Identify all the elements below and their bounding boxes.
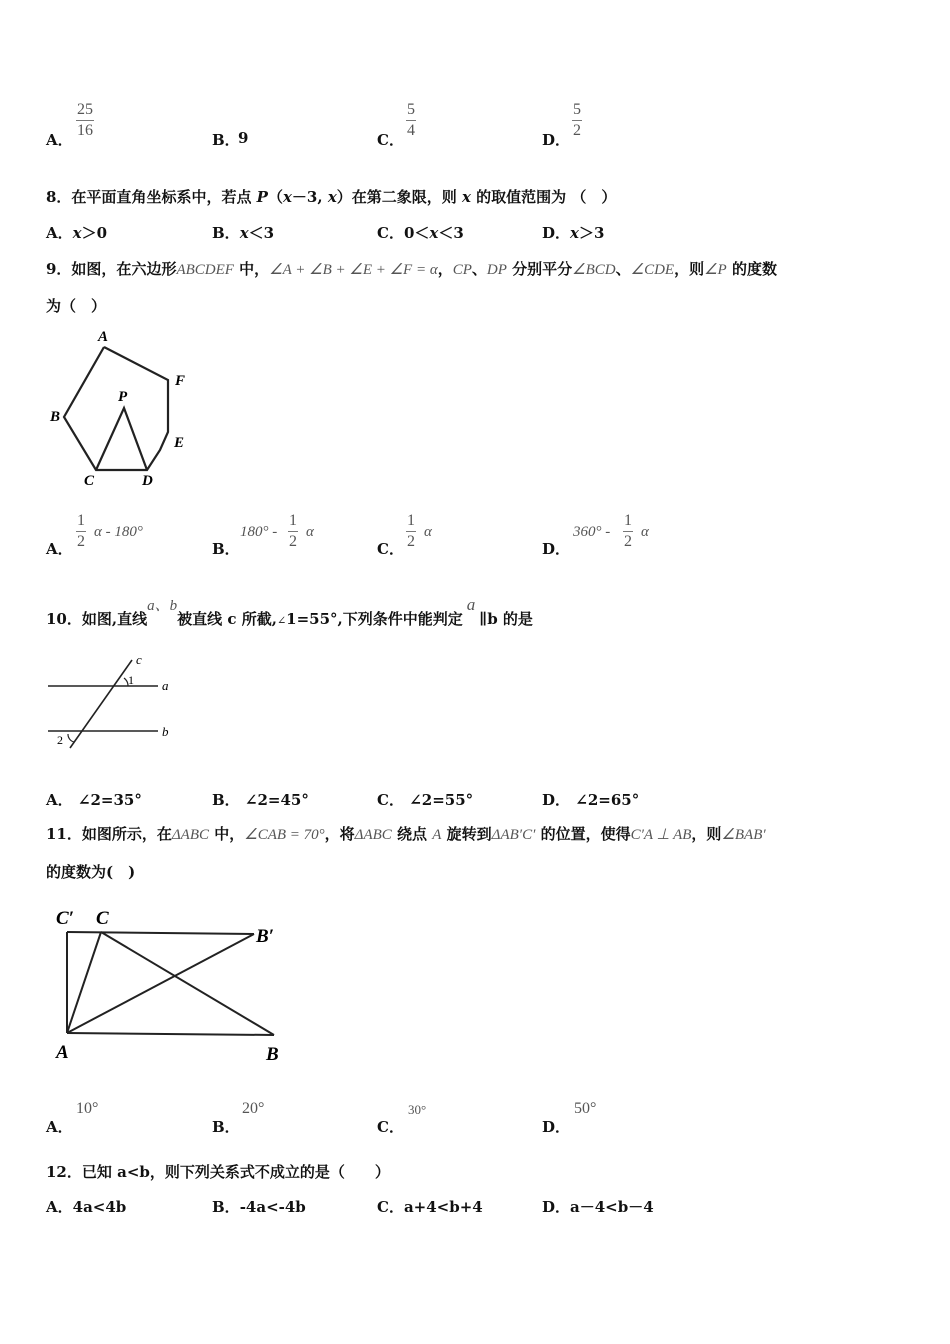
q10-label-a: a — [162, 678, 169, 693]
q11-label-c1: C′ — [56, 908, 75, 929]
q12-option-b-label: B． — [212, 1198, 240, 1216]
q8-option-a-var: x — [72, 224, 82, 242]
q8-option-c-rest: ＜3 — [438, 224, 464, 242]
q9-label-b: B — [50, 409, 61, 425]
q10-text-3: 1=55°,下列条件中能判定 — [286, 610, 463, 628]
q7-option-d-numerator: 5 — [573, 101, 581, 118]
q11-text-5: 旋转到 — [441, 825, 492, 843]
q10-option-d[interactable] — [542, 789, 639, 810]
q7-option-a-fraction — [76, 101, 94, 140]
q11-text-1: 11．如图所示，在 — [46, 825, 172, 843]
q8-stem-point: P — [256, 188, 268, 206]
q8-option-b[interactable] — [212, 222, 274, 243]
q9-bisector-lines — [96, 408, 147, 470]
q9-label-a: A — [98, 329, 109, 345]
q11-perpendicular: C′A ⊥ AB — [630, 827, 692, 843]
q8-option-c-label: C． — [377, 224, 404, 242]
q11-option-c-value: 30° — [408, 1102, 427, 1117]
q8-option-c-var: x — [429, 224, 439, 242]
q11-text-4: 绕点 — [391, 825, 433, 843]
q9-label-d: D — [142, 473, 153, 489]
q9-option-c-denominator: 2 — [407, 533, 415, 550]
q12-option-a-text: 4a<4b — [72, 1198, 127, 1216]
q11-label-a: A — [56, 1042, 69, 1063]
q8-stem-text-2: （ — [267, 188, 283, 206]
q11-triangle-abc: ΔABC — [171, 827, 210, 843]
q11-text-6: 的位置，使得 — [535, 825, 631, 843]
q8-option-d-var: x — [570, 224, 579, 242]
q9-option-b-pre: 180° - — [240, 524, 278, 540]
q7-option-a-label[interactable]: A． — [46, 131, 73, 149]
q9-option-b-fraction — [288, 512, 298, 551]
q10-stem — [46, 595, 533, 629]
q11-option-d-value: 50° — [574, 1100, 597, 1117]
q8-option-a[interactable] — [46, 222, 107, 243]
q12-option-d-text: a－4<b－4 — [570, 1198, 654, 1216]
q11-option-d-label[interactable]: D． — [542, 1118, 571, 1136]
q9-angle-bcd: ∠BCD — [572, 262, 616, 278]
q9-text-4: 、 — [471, 260, 487, 278]
q10-text-1: 10．如图,直线 — [46, 610, 148, 628]
q9-option-b-denominator: 2 — [289, 533, 297, 550]
q9-text-3: ， — [437, 260, 453, 278]
q8-stem-text-1: 8．在平面直角坐标系中，若点 — [46, 188, 257, 206]
q11-option-c-label[interactable]: C． — [377, 1118, 404, 1136]
q10-parallel-lines-figure — [40, 650, 180, 750]
q10-option-d-label: D． — [542, 791, 571, 809]
q9-option-d-denominator: 2 — [624, 533, 632, 550]
q10-line-a: a — [466, 595, 476, 614]
q9-option-b-numerator: 1 — [289, 512, 297, 529]
q9-stem-line-1 — [46, 258, 777, 279]
q9-option-d-numerator: 1 — [624, 512, 632, 529]
q10-option-b-label: B． — [212, 791, 240, 809]
q10-option-a-label: A． — [46, 791, 73, 809]
q8-option-b-var: x — [239, 224, 249, 242]
q10-lines-ab: a、b — [147, 598, 178, 614]
q12-option-b[interactable] — [212, 1196, 306, 1217]
q7-option-c-numerator: 5 — [407, 101, 415, 118]
q12-option-c[interactable] — [377, 1196, 483, 1217]
q12-option-a-label: A． — [46, 1198, 73, 1216]
q9-label-e: E — [174, 435, 185, 451]
q11-stem-line-2: 的度数为( ) — [46, 863, 136, 881]
q7-option-c-label[interactable]: C． — [377, 131, 404, 149]
q11-angle-bab1: ∠BAB′ — [721, 827, 766, 843]
q9-hexagon-outline — [64, 347, 168, 470]
q8-stem-text-4: ）在第二象限，则 — [336, 188, 462, 206]
q11-text-3: ，将 — [324, 825, 355, 843]
q10-label-1: 1 — [128, 673, 134, 687]
q7-option-b-value: 9 — [238, 129, 249, 147]
q9-option-c-post: α — [424, 524, 432, 540]
q11-point-a: A — [432, 827, 442, 843]
q8-option-c-pre: 0＜ — [403, 224, 430, 242]
q9-text-8: 的度数 — [726, 260, 777, 278]
q9-option-d-label[interactable]: D． — [542, 540, 571, 558]
q11-triangle-abc-2: ΔABC — [354, 827, 392, 843]
q8-option-d[interactable] — [542, 222, 604, 243]
q8-option-d-rest: ＞3 — [578, 224, 605, 242]
q8-option-d-label: D． — [542, 224, 571, 242]
q9-text-2: 中， — [233, 260, 270, 278]
q9-cp: CP — [452, 262, 472, 278]
q7-option-c-denominator: 4 — [407, 122, 415, 139]
q11-option-a-value: 10° — [76, 1100, 99, 1117]
q9-stem-line-2: 为（ ） — [46, 297, 107, 315]
q9-option-a-numerator: 1 — [77, 512, 85, 529]
q9-option-a-fraction — [76, 512, 86, 551]
q10-label-b: b — [162, 724, 169, 739]
q7-option-a-denominator: 16 — [77, 122, 93, 139]
q7-option-a-numerator: 25 — [77, 101, 93, 118]
q9-option-c-numerator: 1 — [407, 512, 415, 529]
q10-angle-symbol: ∠ — [276, 614, 287, 627]
q10-option-a-text: ∠2=35° — [77, 791, 142, 809]
q11-segment-cb — [101, 932, 274, 1035]
q10-label-c: c — [136, 652, 142, 667]
q12-option-a[interactable] — [46, 1196, 126, 1217]
q11-rotation-figure — [40, 900, 300, 1070]
q11-text-2: 中， — [209, 825, 245, 843]
q7-option-c-fraction — [406, 101, 416, 140]
q9-option-b-label[interactable]: B． — [212, 540, 240, 558]
q10-transversal-c — [70, 660, 132, 748]
q8-stem-var-3: x — [462, 188, 471, 206]
q8-stem-text-3: －3, — [291, 188, 328, 206]
q12-option-c-label: C． — [377, 1198, 404, 1216]
q9-option-c-label[interactable]: C． — [377, 540, 404, 558]
q9-text-5: 分别平分 — [506, 260, 573, 278]
q12-option-d-label: D． — [542, 1198, 571, 1216]
q10-label-2: 2 — [57, 733, 63, 747]
q11-label-b1: B′ — [256, 926, 275, 947]
q9-text-7: ，则 — [674, 260, 705, 278]
q9-option-d-post: α — [641, 524, 649, 540]
q12-option-b-text: -4a<-4b — [239, 1198, 306, 1216]
q7-option-b-label[interactable]: B． — [212, 131, 240, 149]
q8-option-c[interactable] — [377, 222, 464, 243]
q12-stem: 12．已知 a<b，则下列关系式不成立的是（ ） — [46, 1163, 390, 1181]
q9-option-c-fraction — [406, 512, 416, 551]
q7-option-d-label[interactable]: D． — [542, 131, 571, 149]
q9-angle-p: ∠P — [704, 262, 727, 278]
q10-text-2: 被直线 c 所截, — [177, 610, 277, 628]
q9-option-a-denominator: 2 — [77, 533, 85, 550]
q12-option-c-text: a+4<b+4 — [403, 1198, 483, 1216]
q9-option-a-post: α - 180° — [94, 524, 143, 540]
q9-label-p: P — [118, 389, 128, 405]
q9-option-d-pre: 360° - — [573, 524, 611, 540]
q12-option-d[interactable] — [542, 1196, 654, 1217]
q9-hexagon-name: ABCDEF — [176, 262, 234, 278]
q11-label-c: C — [96, 908, 109, 929]
q11-segment-ab — [67, 1033, 274, 1035]
q9-option-a-label[interactable]: A． — [46, 540, 73, 558]
q9-text-1: 9．如图，在六边形 — [46, 260, 177, 278]
q9-option-b-post: α — [306, 524, 314, 540]
q9-label-c: C — [84, 473, 95, 489]
q9-angle-cde: ∠CDE — [630, 262, 675, 278]
q11-option-b-label[interactable]: B． — [212, 1118, 240, 1136]
q10-angle-2-arc — [68, 734, 74, 742]
q11-label-b: B — [266, 1044, 279, 1065]
q10-text-4: ∥b 的是 — [479, 610, 533, 628]
q11-option-a-label[interactable]: A． — [46, 1118, 73, 1136]
q7-option-d-fraction — [572, 101, 582, 140]
q10-option-b-text: ∠2=45° — [244, 791, 309, 809]
q10-option-c[interactable] — [377, 789, 473, 810]
q11-stem-line-1 — [46, 823, 766, 844]
q8-option-a-label: A． — [46, 224, 73, 242]
q8-stem — [46, 186, 616, 207]
q10-option-c-text: ∠2=55° — [409, 791, 474, 809]
q8-option-a-rest: ＞0 — [81, 224, 108, 242]
q7-option-d-denominator: 2 — [573, 122, 581, 139]
q9-label-f: F — [175, 373, 186, 389]
q9-option-d-fraction — [623, 512, 633, 551]
q8-stem-var-2: x — [327, 188, 337, 206]
q10-option-b[interactable] — [212, 789, 309, 810]
q10-option-a[interactable] — [46, 789, 142, 810]
q10-option-c-label: C． — [377, 791, 404, 809]
q11-segment-c1b1 — [67, 932, 254, 934]
q8-option-b-rest: ＜3 — [248, 224, 275, 242]
q11-triangle-rotated: ΔAB′C′ — [491, 827, 536, 843]
q9-text-6: 、 — [615, 260, 631, 278]
q9-angle-sum: ∠A + ∠B + ∠E + ∠F = α — [269, 262, 438, 278]
q11-option-b-value: 20° — [242, 1100, 265, 1117]
q11-angle-cab: ∠CAB = 70° — [244, 827, 325, 843]
q11-text-7: ，则 — [691, 825, 722, 843]
q8-option-b-label: B． — [212, 224, 240, 242]
q9-dp: DP — [486, 262, 507, 278]
q8-stem-var-1: x — [282, 188, 292, 206]
q10-option-d-text: ∠2=65° — [575, 791, 640, 809]
q8-stem-text-5: 的取值范围为 （ ） — [470, 188, 617, 206]
q9-hexagon-figure — [40, 325, 210, 490]
